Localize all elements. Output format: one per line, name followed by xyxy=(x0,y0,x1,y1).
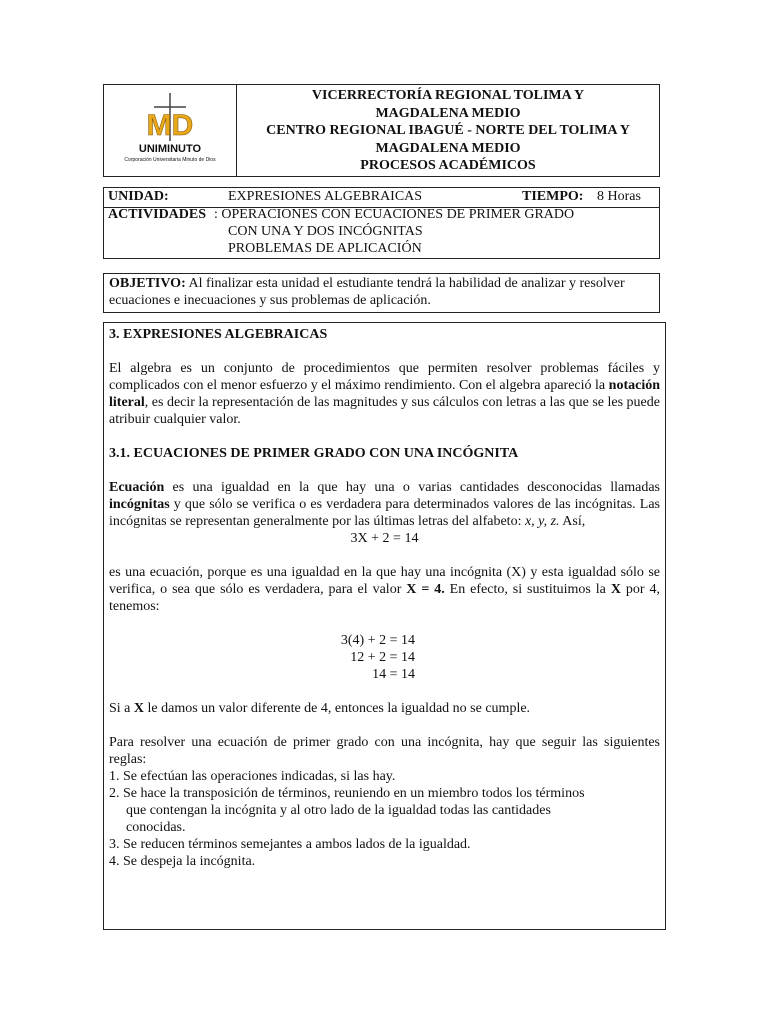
rule-item: conocidas. xyxy=(126,820,186,835)
header-line: PROCESOS ACADÉMICOS xyxy=(360,158,536,173)
equation-line: 3(4) + 2 = 14 xyxy=(340,633,415,648)
content-box xyxy=(103,322,666,930)
unidad-row xyxy=(104,188,659,208)
rule-item: 1. Se efectúan las operaciones indicadas, si las hay. xyxy=(109,769,396,784)
unidad-table xyxy=(103,187,660,259)
equation-line: 12 + 2 = 14 xyxy=(350,650,415,665)
paragraph: es una ecuación, porque es una igualdad en la que hay una incógnita (X) y esta igualdad sólo se verifica, o sea que sólo es verdadera, para el valor X = 4. En efecto, si sustituimos la X por 4, tenemos: xyxy=(109,565,660,614)
section-title: 3.1. ECUACIONES DE PRIMER GRADO CON UNA INCÓGNITA xyxy=(109,446,519,461)
actividades-label: ACTIVIDADES xyxy=(108,207,207,222)
svg-text:UNIMINUTO: UNIMINUTO xyxy=(138,143,202,155)
actividades-line: : OPERACIONES CON ECUACIONES DE PRIMER GRADO xyxy=(214,207,575,222)
header-line: MAGDALENA MEDIO xyxy=(375,140,521,156)
logo-cell xyxy=(104,85,237,176)
tiempo-value: 8 Horas xyxy=(597,189,641,204)
header-table xyxy=(103,84,660,177)
uniminuto-logo-icon xyxy=(104,85,236,178)
unidad-value: EXPRESIONES ALGEBRAICAS xyxy=(228,189,423,204)
tiempo-label: TIEMPO: xyxy=(522,189,584,204)
svg-text:MD: MD xyxy=(146,109,194,142)
paragraph: El algebra es un conjunto de procedimientos que permiten resolver problemas fáciles y complicados con el menor esfuerzo y el máximo rendimiento. Con el algebra apareció la notación literal, es decir la representación de las magnitudes y sus cálculos con letras a las que se les puede atribuir cualquier valor. xyxy=(109,361,660,427)
svg-text:Corporación Universitaria Minu: Corporación Universitaria Minuto de Dios xyxy=(124,157,216,163)
rule-item: 3. Se reducen términos semejantes a ambos lados de la igualdad. xyxy=(109,837,471,852)
paragraph: Para resolver una ecuación de primer grado con una incógnita, hay que seguir las siguientes reglas: xyxy=(109,735,660,767)
header-line: CENTRO REGIONAL IBAGUÉ - NORTE DEL TOLIMA Y xyxy=(266,123,630,138)
actividades-line: CON UNA Y DOS INCÓGNITAS xyxy=(228,224,423,239)
paragraph: Ecuación es una igualdad en la que hay una o varias cantidades desconocidas llamadas incógnitas y que sólo se verifica o es verdadera para determinados valores de las incógnitas. Las incógnitas se representan generalmente por las últimas letras del alfabeto: x, y, z. Así, xyxy=(109,480,660,529)
objetivo-label: OBJETIVO: xyxy=(109,276,186,291)
rule-item: 4. Se despeja la incógnita. xyxy=(109,854,256,869)
rule-item: que contengan la incógnita y al otro lado de la igualdad todas las cantidades xyxy=(126,803,551,818)
unidad-label: UNIDAD: xyxy=(108,189,169,204)
equation-block xyxy=(109,632,415,683)
paragraph: Si a X le damos un valor diferente de 4, entonces la igualdad no se cumple. xyxy=(109,701,531,716)
equation-line: 14 = 14 xyxy=(372,667,415,682)
objetivo-text: Al finalizar esta unidad el estudiante tendrá la habilidad de analizar y resolver ecuaciones e inecuaciones y sus problemas de aplicación. xyxy=(109,276,625,308)
equation: 3X + 2 = 14 xyxy=(350,531,419,546)
objetivo-box xyxy=(103,273,660,313)
rule-item: 2. Se hace la transposición de términos, reuniendo en un miembro todos los términos xyxy=(109,786,585,801)
header-line: MAGDALENA MEDIO xyxy=(375,105,521,121)
section-title: 3. EXPRESIONES ALGEBRAICAS xyxy=(109,327,328,342)
header-title xyxy=(237,87,659,175)
header-line: VICERRECTORÍA REGIONAL TOLIMA Y xyxy=(311,88,585,103)
actividades-line: PROBLEMAS DE APLICACIÓN xyxy=(228,241,422,256)
